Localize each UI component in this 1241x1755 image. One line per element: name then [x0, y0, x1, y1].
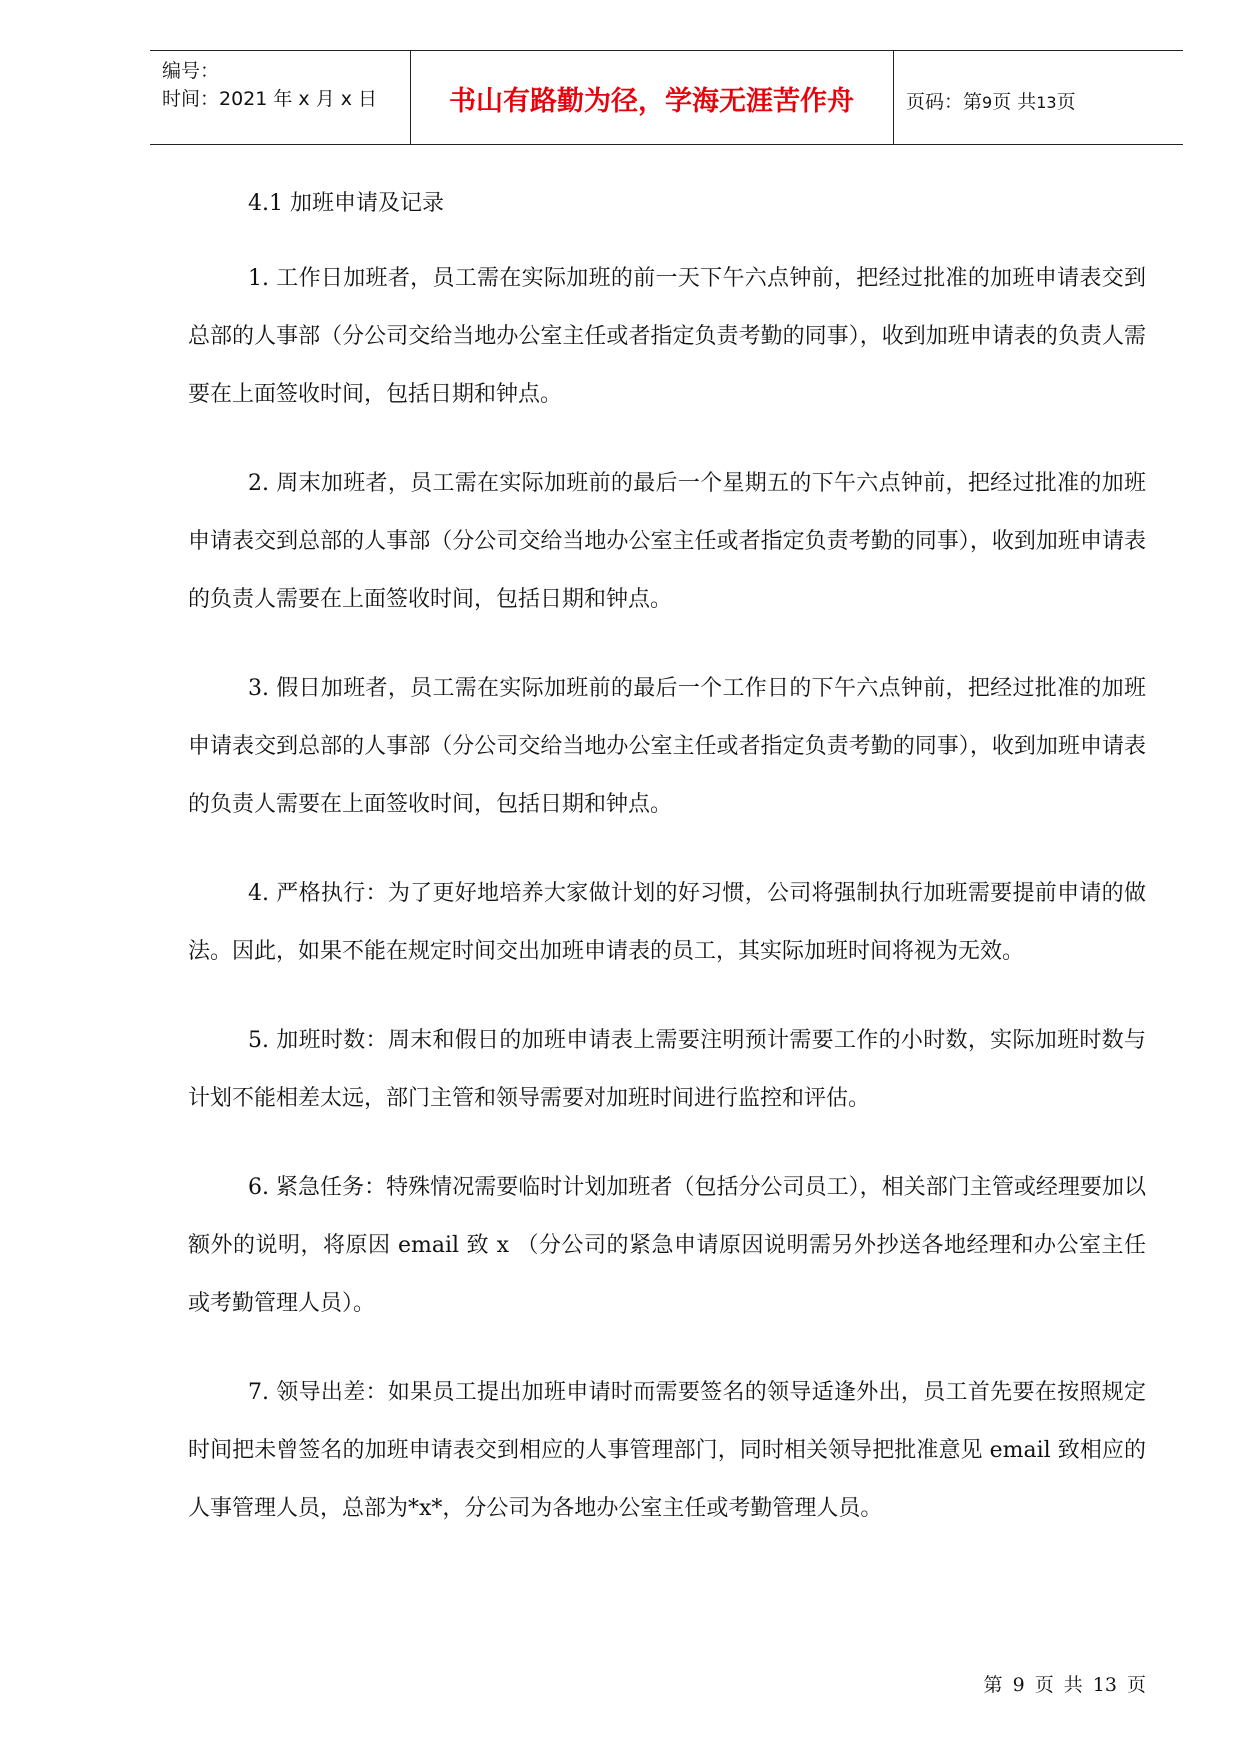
document-number-label: 编号： [162, 60, 220, 82]
page-header [150, 50, 1183, 145]
page-footer: 第 9 页 共 13 页 [983, 1674, 1146, 1696]
page-total: 13 [1036, 93, 1057, 112]
header-motto: 书山有路勤为径，学海无涯苦作舟 [449, 86, 854, 117]
paragraph-2: 2. 周末加班者，员工需在实际加班前的最后一个星期五的下午六点钟前，把经过批准的加班申请表交到总部的人事部（分公司交给当地办公室主任或者指定负责考勤的同事），收到加班申请表的负责人需要在上面签收时间，包括日期和钟点。 [188, 471, 1146, 612]
paragraph-4: 4. 严格执行：为了更好地培养大家做计划的好习惯，公司将强制执行加班需要提前申请的做法。因此，如果不能在规定时间交出加班申请表的员工，其实际加班时间将视为无效。 [188, 881, 1146, 964]
document-date: 时间：2021 年 x 月 x 日 [162, 88, 378, 110]
page-middle: 页 共 [992, 91, 1037, 113]
page-prefix: 页码：第 [906, 91, 983, 113]
paragraph-6: 6. 紧急任务：特殊情况需要临时计划加班者（包括分公司员工），相关部门主管或经理要加以额外的说明，将原因 email 致 x （分公司的紧急申请原因说明需另外抄送各地经理和办公室主任或考勤管理人员）。 [188, 1175, 1146, 1316]
page-current: 9 [982, 93, 993, 112]
document-body [188, 182, 1146, 1569]
paragraph-1: 1. 工作日加班者，员工需在实际加班的前一天下午六点钟前，把经过批准的加班申请表交到总部的人事部（分公司交给当地办公室主任或者指定负责考勤的同事），收到加班申请表的负责人需要在上面签收时间，包括日期和钟点。 [188, 266, 1146, 407]
header-page-indicator [906, 87, 1076, 114]
header-divider-right [893, 51, 894, 144]
page-suffix: 页 [1056, 91, 1076, 113]
section-title: 4.1 加班申请及记录 [248, 191, 444, 216]
header-info [162, 57, 377, 113]
paragraph-3: 3. 假日加班者，员工需在实际加班前的最后一个工作日的下午六点钟前，把经过批准的加班申请表交到总部的人事部（分公司交给当地办公室主任或者指定负责考勤的同事），收到加班申请表的负责人需要在上面签收时间，包括日期和钟点。 [188, 676, 1146, 817]
paragraph-5: 5. 加班时数：周末和假日的加班申请表上需要注明预计需要工作的小时数，实际加班时数与计划不能相差太远，部门主管和领导需要对加班时间进行监控和评估。 [188, 1028, 1146, 1111]
paragraph-7: 7. 领导出差：如果员工提出加班申请时而需要签名的领导适逢外出，员工首先要在按照规定时间把未曾签名的加班申请表交到相应的人事管理部门，同时相关领导把批准意见 email 致相应的人事管理人员，总部为*x*，分公司为各地办公室主任或考勤管理人员。 [188, 1380, 1146, 1521]
